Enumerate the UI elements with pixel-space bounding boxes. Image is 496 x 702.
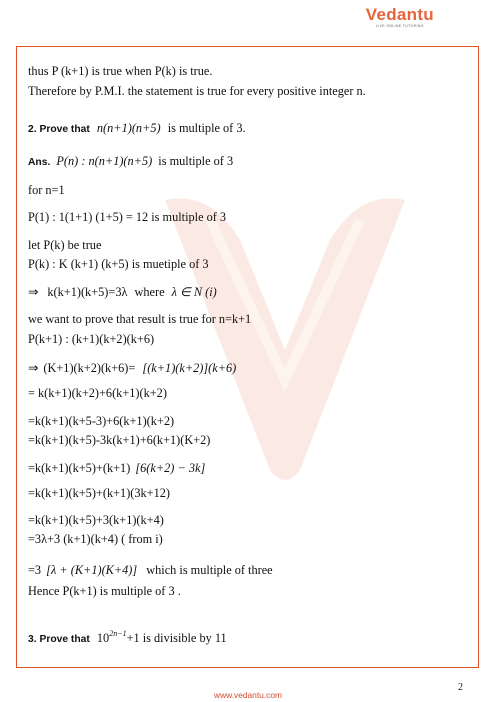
text-line: =3λ+3 (k+1)(k+4) ( from i) [28,532,163,546]
answer-line [28,154,233,170]
text-line: P(k) : K (k+1) (k+5) is muetiple of 3 [28,257,209,271]
question-label: 3. Prove that [28,634,90,645]
text-line: P(1) : 1(1+1) (1+5) = 12 is multiple of 3 [28,210,227,224]
math-expression: P(n) : n(n+1)(n+5) [56,154,153,168]
page-number: 2 [458,682,463,693]
text-line: =k(k+1)(k+5)+3(k+1)(k+4) [28,513,164,527]
text-phrase: which is multiple of three [146,563,273,577]
answer-text: is multiple of 3 [158,154,234,168]
math-expression: [(k+1)(k+2)](k+6) [142,361,237,375]
question-text: +1 is divisible by 11 [126,631,227,645]
math-expression: n(n+1)(n+5) [96,121,161,135]
math-line [28,461,205,476]
text-line: = k(k+1)(k+2)+6(k+1)(k+2) [28,386,167,400]
math-base: 10 [96,631,110,645]
vedantu-logo [366,6,434,28]
math-exponent: 2n−1 [109,629,127,638]
question-label: 2. Prove that [28,124,90,135]
math-expression: =k(k+1)(k+5)+(k+1) [28,461,131,475]
math-expression: λ ∈ N (i) [171,285,217,299]
brand-name: Vedantu [365,5,434,24]
implies-symbol: ⇒ [28,285,39,299]
text-line: thus P (k+1) is true when P(k) is true. [28,64,213,78]
math-expression: k(k+1)(k+5)=3λ [47,285,128,299]
question-text: is multiple of 3. [167,121,246,135]
question-3 [28,626,227,647]
math-expression: (K+1)(k+2)(k+6)= [43,361,136,375]
brand-tagline: LIVE ONLINE TUTORING [375,24,424,28]
implies-symbol: ⇒ [28,361,39,375]
question-2 [28,121,246,137]
text-line: =k(k+1)(k+5)+(k+1)(3k+12) [28,486,171,500]
text-line: let P(k) be true [28,238,102,252]
text-line: Hence P(k+1) is multiple of 3 . [28,584,181,598]
text-line: =k(k+1)(k+5-3)+6(k+1)(k+2) [28,414,175,428]
footer-url[interactable]: www.vedantu.com [214,690,282,700]
math-expression: =3 [28,563,42,577]
text-word: where [134,285,165,299]
text-line: we want to prove that result is true for n=k+1 [28,312,252,326]
math-expression: [6(k+2) − 3k] [135,461,206,475]
math-expression: [λ + (K+1)(K+4)] [46,563,138,577]
text-line: Therefore by P.M.I. the statement is true for every positive integer n. [28,84,366,98]
implication-line [28,361,236,376]
math-line [28,563,273,578]
text-line: =k(k+1)(k+5)-3k(k+1)+6(k+1)(K+2) [28,433,211,447]
answer-label: Ans. [28,157,51,168]
text-line: P(k+1) : (k+1)(k+2)(k+6) [28,332,155,346]
implication-line [28,285,217,300]
text-line: for n=1 [28,183,65,197]
